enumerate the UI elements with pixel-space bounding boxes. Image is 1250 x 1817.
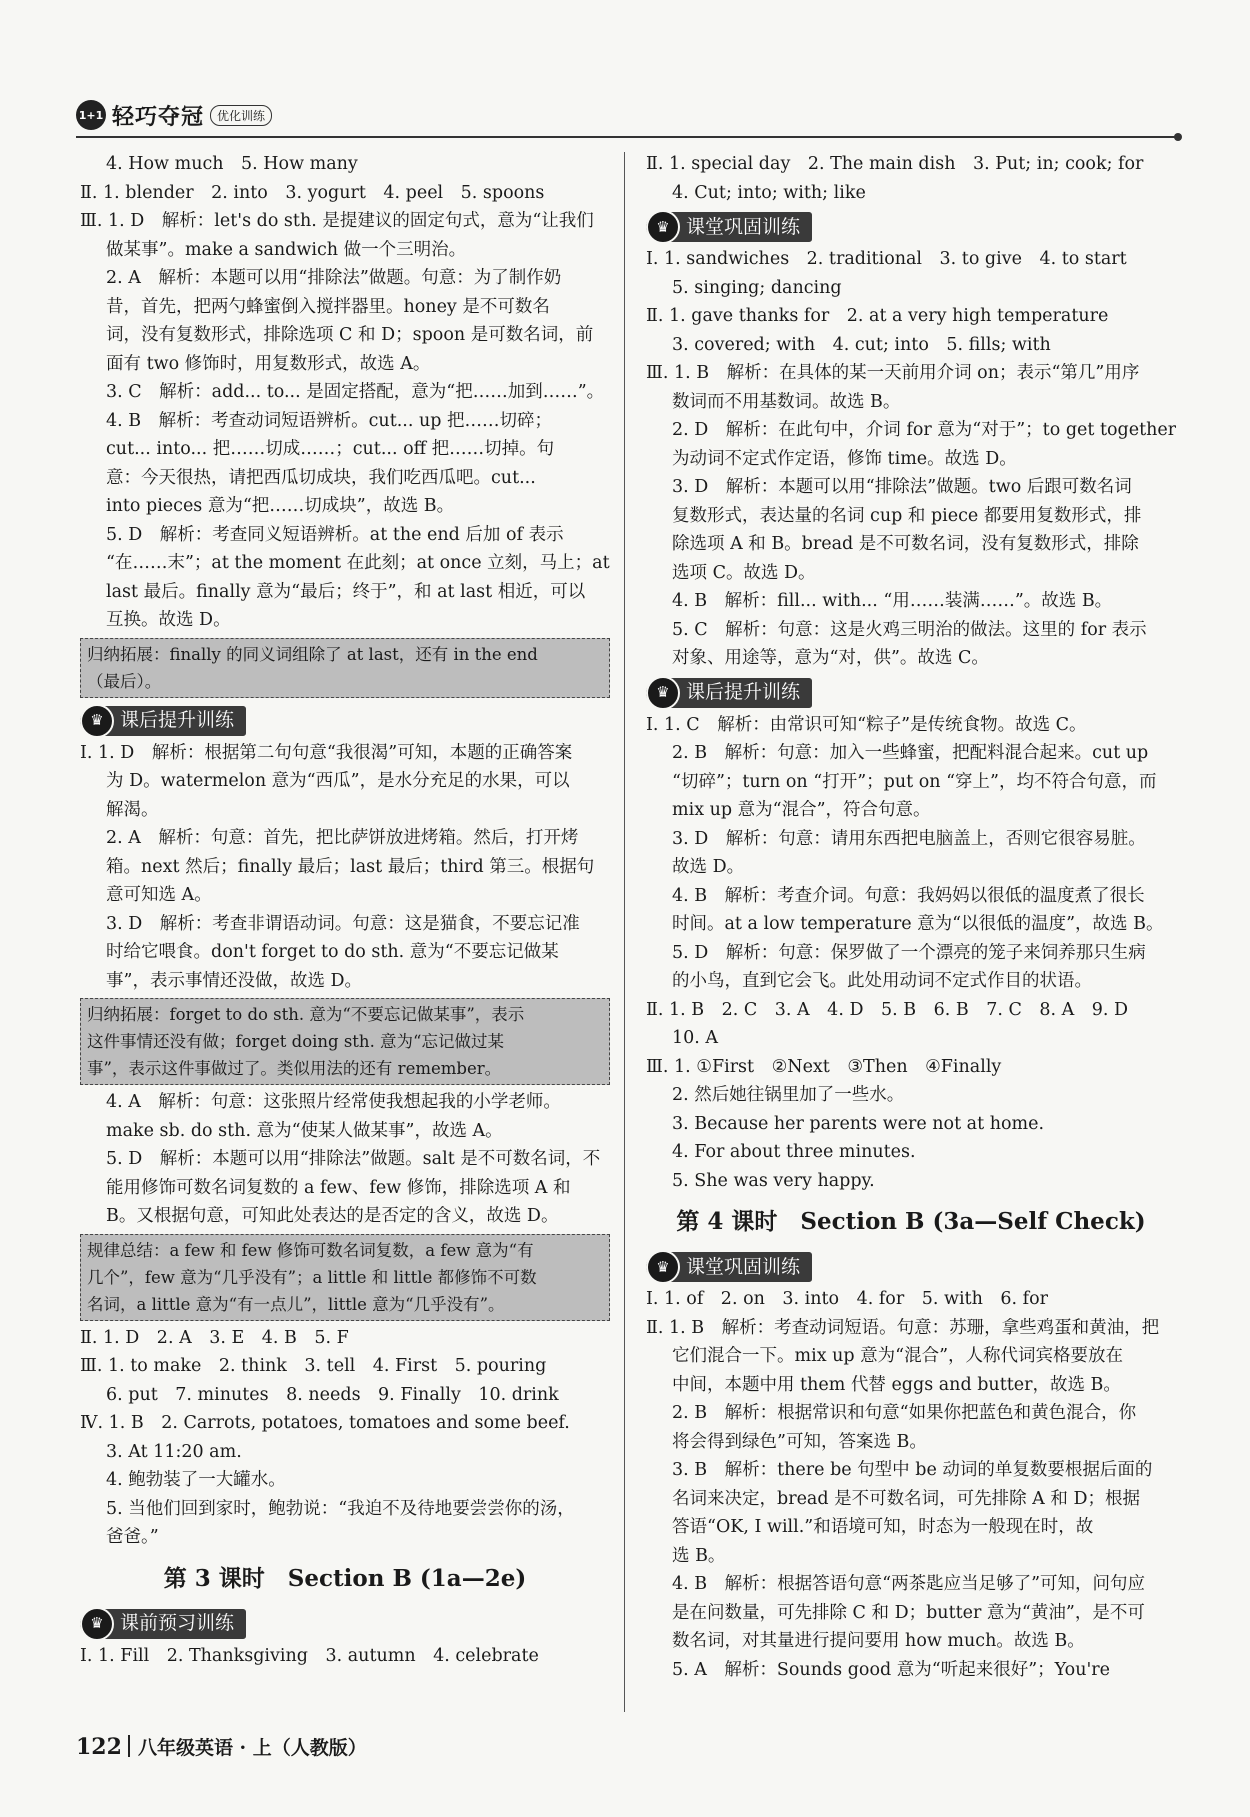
section-heading-label: 课后提升训练 <box>686 681 801 704</box>
tip-box <box>80 998 610 1085</box>
answer-line: 3. B 解析：there be 句型中 be 动词的单复数要根据后面的 <box>672 1460 1153 1480</box>
answer-line: 互换。故选 D。 <box>106 610 231 630</box>
answer-line: 5. A 解析：Sounds good 意为“听起来很好”；You're <box>672 1659 1111 1680</box>
tip-line: 归纳拓展：forget to do sth. 意为“不要忘记做某事”，表示 <box>87 1005 525 1024</box>
answer-line: 对象、用途等，意为“对，供”。故选 C。 <box>672 648 989 668</box>
answer-line: 3. D 解析：考查非谓语动词。句意：这是猫食，不要忘记准 <box>106 913 580 934</box>
page-footer <box>76 1733 367 1760</box>
section-heading-label: 课后提升训练 <box>120 709 235 732</box>
crown-icon: ♛ <box>646 1250 680 1284</box>
answer-line: “切碎”；turn on “打开”；put on “穿上”，均不符合句意，而 <box>672 771 1157 792</box>
answer-line: 时间。at a low temperature 意为“以很低的温度”，故选 B。 <box>672 914 1164 934</box>
answer-line: 中间，本题中用 them 代替 eggs and butter，故选 B。 <box>672 1374 1121 1395</box>
answer-line: 4. B 解析：fill... with... “用……装满……”。故选 B。 <box>672 591 1113 611</box>
answer-line: 5. D 解析：本题可以用“排除法”做题。salt 是不可数名词，不 <box>106 1149 601 1169</box>
answer-line: 是在问数量，可先排除 C 和 D；butter 意为“黄油”，是不可 <box>672 1602 1145 1623</box>
book-title: 八年级英语 · 上（人教版） <box>137 1737 367 1759</box>
answer-line: 昔，首先，把两勺蜂蜜倒入搅拌器里。honey 是不可数名 <box>106 296 550 317</box>
answer-line: 3. Because her parents were not at home. <box>672 1113 1045 1134</box>
answer-line: 2. 然后她往锅里加了一些水。 <box>672 1085 905 1105</box>
answer-line: 解渴。 <box>106 799 159 820</box>
answer-line: 它们混合一下。mix up 意为“混合”，人称代词宾格要放在 <box>672 1346 1124 1366</box>
answer-line: 数名词，对其量进行提问要用 how much。故选 B。 <box>672 1631 1085 1651</box>
answer-line: Ⅰ. 1. C 解析：由常识可知“粽子”是传统食物。故选 C。 <box>646 714 1087 735</box>
answer-line: 词，没有复数形式，排除选项 C 和 D；spoon 是可数名词，前 <box>106 325 594 345</box>
left-column <box>80 150 610 1670</box>
answer-line: 做某事”。make a sandwich 做一个三明治。 <box>106 239 467 260</box>
answer-line: 3. C 解析：add... to... 是固定搭配，意为“把……加到……”。 <box>106 382 605 402</box>
answer-line: 4. A 解析：句意：这张照片经常使我想起我的小学老师。 <box>106 1092 561 1112</box>
tip-box <box>80 638 610 698</box>
answer-line: 爸爸。” <box>106 1527 159 1547</box>
answer-line: Ⅱ. 1. blender 2. into 3. yogurt 4. peel 5. spoons <box>80 182 545 203</box>
answer-line: Ⅲ. 1. D 解析：let's do sth. 是提建议的固定句式，意为“让我们 <box>80 211 594 231</box>
answer-line: 2. A 解析：句意：首先，把比萨饼放进烤箱。然后，打开烤 <box>106 828 579 848</box>
answer-line: 5. She was very happy. <box>672 1170 875 1191</box>
answer-line: 4. Cut; into; with; like <box>672 182 866 203</box>
answer-line: 选项 C。故选 D。 <box>672 562 816 583</box>
header-rule <box>76 136 1178 138</box>
answer-line: 2. B 解析：句意：加入一些蜂蜜，把配料混合起来。cut up <box>672 743 1149 763</box>
answer-line: 选 B。 <box>672 1545 726 1566</box>
tip-line: 规律总结：a few 和 few 修饰可数名词复数，a few 意为“有 <box>87 1240 534 1260</box>
answer-line: 意：今天很热，请把西瓜切成块，我们吃西瓜吧。cut... <box>106 467 536 488</box>
section-heading <box>646 212 812 242</box>
tip-line: 几个”，few 意为“几乎没有”；a little 和 little 都修饰不可数 <box>87 1267 537 1287</box>
crown-icon: ♛ <box>80 704 114 738</box>
answer-line: 3. covered; with 4. cut; into 5. fills; with <box>672 334 1051 355</box>
answer-line: Ⅳ. 1. B 2. Carrots, potatoes, tomatoes and some beef. <box>80 1413 570 1433</box>
answer-line: 面有 two 修饰时，用复数形式，故选 A。 <box>106 353 431 374</box>
answer-line: 5. D 解析：考查同义短语辨析。at the end 后加 of 表示 <box>106 524 564 545</box>
answer-line: Ⅲ. 1. to make 2. think 3. tell 4. First 5. pouring <box>80 1356 547 1376</box>
section-heading-label: 课堂巩固训练 <box>686 1255 801 1278</box>
answer-line: 事”，表示事情还没做，故选 D。 <box>106 970 363 991</box>
tip-line: 这件事情还没有做；forget doing sth. 意为“忘记做过某 <box>87 1032 504 1051</box>
answer-line: make sb. do sth. 意为“使某人做某事”，故选 A。 <box>106 1120 503 1141</box>
answer-line: 4. B 解析：根据答语句意“两茶匙应当足够了”可知，问句应 <box>672 1574 1146 1594</box>
answer-line: cut... into... 把……切成……；cut... off 把……切掉。句 <box>106 439 555 459</box>
answer-line: 6. put 7. minutes 8. needs 9. Finally 10. drink <box>106 1384 559 1405</box>
crown-icon: ♛ <box>646 210 680 244</box>
lesson-title: 第 3 课时 Section B (1a—2e) <box>163 1564 527 1592</box>
answer-line: Ⅱ. 1. B 解析：考查动词短语。句意：苏珊，拿些鸡蛋和黄油，把 <box>646 1317 1160 1338</box>
answer-line: 为动词不定式作定语，修饰 time。故选 D。 <box>672 448 1017 469</box>
answer-line: 的小鸟，直到它会飞。此处用动词不定式作目的状语。 <box>672 971 1092 991</box>
answer-line: 2. B 解析：根据常识和句意“如果你把蓝色和黄色混合，你 <box>672 1403 1137 1423</box>
answer-line: Ⅰ. 1. D 解析：根据第二句句意“我很渴”可知，本题的正确答案 <box>80 742 573 763</box>
answer-line: 4. How much 5. How many <box>106 154 358 174</box>
answer-line: last 最后。finally 意为“最后；终于”，和 at last 相近，可以 <box>106 581 586 602</box>
answer-line: Ⅲ. 1. ①First ②Next ③Then ④Finally <box>646 1056 1002 1077</box>
answer-line: 答语“OK, I will.”和语境可知，时态为一般现在时，故 <box>672 1517 1094 1537</box>
column-divider <box>624 152 625 1712</box>
answer-line: 时给它喂食。don't forget to do sth. 意为“不要忘记做某 <box>106 942 559 962</box>
tip-line: 归纳拓展：finally 的同义词组除了 at last，还有 in the end <box>87 644 538 664</box>
answer-line: mix up 意为“混合”，符合句意。 <box>672 800 931 820</box>
section-heading <box>80 1609 246 1639</box>
answer-line: 2. A 解析：本题可以用“排除法”做题。句意：为了制作奶 <box>106 268 562 288</box>
answer-line: 5. 当他们回到家时，鲍勃说：“我迫不及待地要尝尝你的汤， <box>106 1498 575 1519</box>
section-heading <box>646 1252 812 1282</box>
answer-line: Ⅱ. 1. gave thanks for 2. at a very high temperature <box>646 306 1109 326</box>
section-heading-label: 课堂巩固训练 <box>686 215 801 238</box>
brand-name: 轻巧夺冠 <box>112 104 205 130</box>
answer-line: 3. D 解析：句意：请用东西把电脑盖上，否则它很容易脏。 <box>672 828 1146 849</box>
answer-line: 3. At 11:20 am. <box>106 1441 242 1462</box>
answer-line: 复数形式，表达量的名词 cup 和 piece 都要用复数形式，排 <box>672 505 1142 526</box>
section-heading-label: 课前预习训练 <box>120 1612 235 1635</box>
answer-line: 名词来决定，bread 是不可数名词，可先排除 A 和 D；根据 <box>672 1488 1140 1509</box>
answer-line: 能用修饰可数名词复数的 a few、few 修饰，排除选项 A 和 <box>106 1177 571 1198</box>
right-column <box>646 150 1176 1684</box>
section-heading <box>646 678 812 708</box>
crown-icon: ♛ <box>646 676 680 710</box>
section-heading <box>80 706 246 736</box>
answer-line: Ⅰ. 1. sandwiches 2. traditional 3. to give 4. to start <box>646 249 1127 269</box>
answer-line: Ⅰ. 1. of 2. on 3. into 4. for 5. with 6. for <box>646 1289 1048 1309</box>
answer-line: into pieces 意为“把……切成块”，故选 B。 <box>106 496 455 516</box>
answer-line: 5. singing; dancing <box>672 277 842 298</box>
answer-line: 10. A <box>672 1028 719 1048</box>
answer-line: 2. D 解析：在此句中，介词 for 意为“对于”；to get together <box>672 420 1176 440</box>
answer-line: Ⅱ. 1. B 2. C 3. A 4. D 5. B 6. B 7. C 8. A 9. D <box>646 999 1129 1020</box>
answer-line: “在……末”；at the moment 在此刻；at once 立刻，马上；at <box>106 553 610 573</box>
brand-tag: 优化训练 <box>210 105 272 126</box>
answer-line: 4. For about three minutes. <box>672 1142 916 1162</box>
tip-line: （最后）。 <box>87 671 162 691</box>
page-number: 122 <box>76 1734 122 1760</box>
brand <box>76 98 272 132</box>
answer-line: 箱。next 然后；finally 最后；last 最后；third 第三。根据句 <box>106 856 595 877</box>
brand-logo: 1+1 <box>76 100 106 130</box>
answer-line: 3. D 解析：本题可以用“排除法”做题。two 后跟可数名词 <box>672 477 1132 497</box>
answer-line: 意可知选 A。 <box>106 885 212 905</box>
answer-line: 5. C 解析：句意：这是火鸡三明治的做法。这里的 for 表示 <box>672 619 1147 640</box>
answer-line: 4. B 解析：考查介词。句意：我妈妈以很低的温度煮了很长 <box>672 885 1145 906</box>
answer-line: 为 D。watermelon 意为“西瓜”，是水分充足的水果，可以 <box>106 771 570 791</box>
answer-line: 4. 鲍勃装了一大罐水。 <box>106 1470 286 1490</box>
answer-line: Ⅱ. 1. special day 2. The main dish 3. Put; in; cook; for <box>646 154 1144 174</box>
tip-line: 名词，a little 意为“有一点儿”，little 意为“几乎没有”。 <box>87 1294 505 1314</box>
footer-separator <box>128 1735 130 1757</box>
answer-line: 5. D 解析：句意：保罗做了一个漂亮的笼子来饲养那只生病 <box>672 942 1146 963</box>
page-header <box>76 98 1178 138</box>
answer-line: 数词而不用基数词。故选 B。 <box>672 391 901 412</box>
tip-box <box>80 1234 610 1321</box>
crown-icon: ♛ <box>80 1607 114 1641</box>
answer-line: 故选 D。 <box>672 857 745 877</box>
answer-line: Ⅰ. 1. Fill 2. Thanksgiving 3. autumn 4. celebrate <box>80 1645 539 1666</box>
answer-line: 4. B 解析：考查动词短语辨析。cut... up 把……切碎； <box>106 410 553 431</box>
answer-line: 除选项 A 和 B。bread 是不可数名词，没有复数形式，排除 <box>672 534 1139 554</box>
tip-line: 事”，表示这件事做过了。类似用法的还有 remember。 <box>87 1059 502 1078</box>
answer-line: Ⅱ. 1. D 2. A 3. E 4. B 5. F <box>80 1327 349 1348</box>
lesson-title: 第 4 课时 Section B (3a—Self Check) <box>676 1208 1146 1235</box>
answer-line: Ⅲ. 1. B 解析：在具体的某一天前用介词 on；表示“第几”用序 <box>646 363 1140 383</box>
answer-line: 将会得到绿色”可知，答案选 B。 <box>672 1431 927 1452</box>
answer-line: B。又根据句意，可知此处表达的是否定的含义，故选 D。 <box>106 1206 559 1226</box>
